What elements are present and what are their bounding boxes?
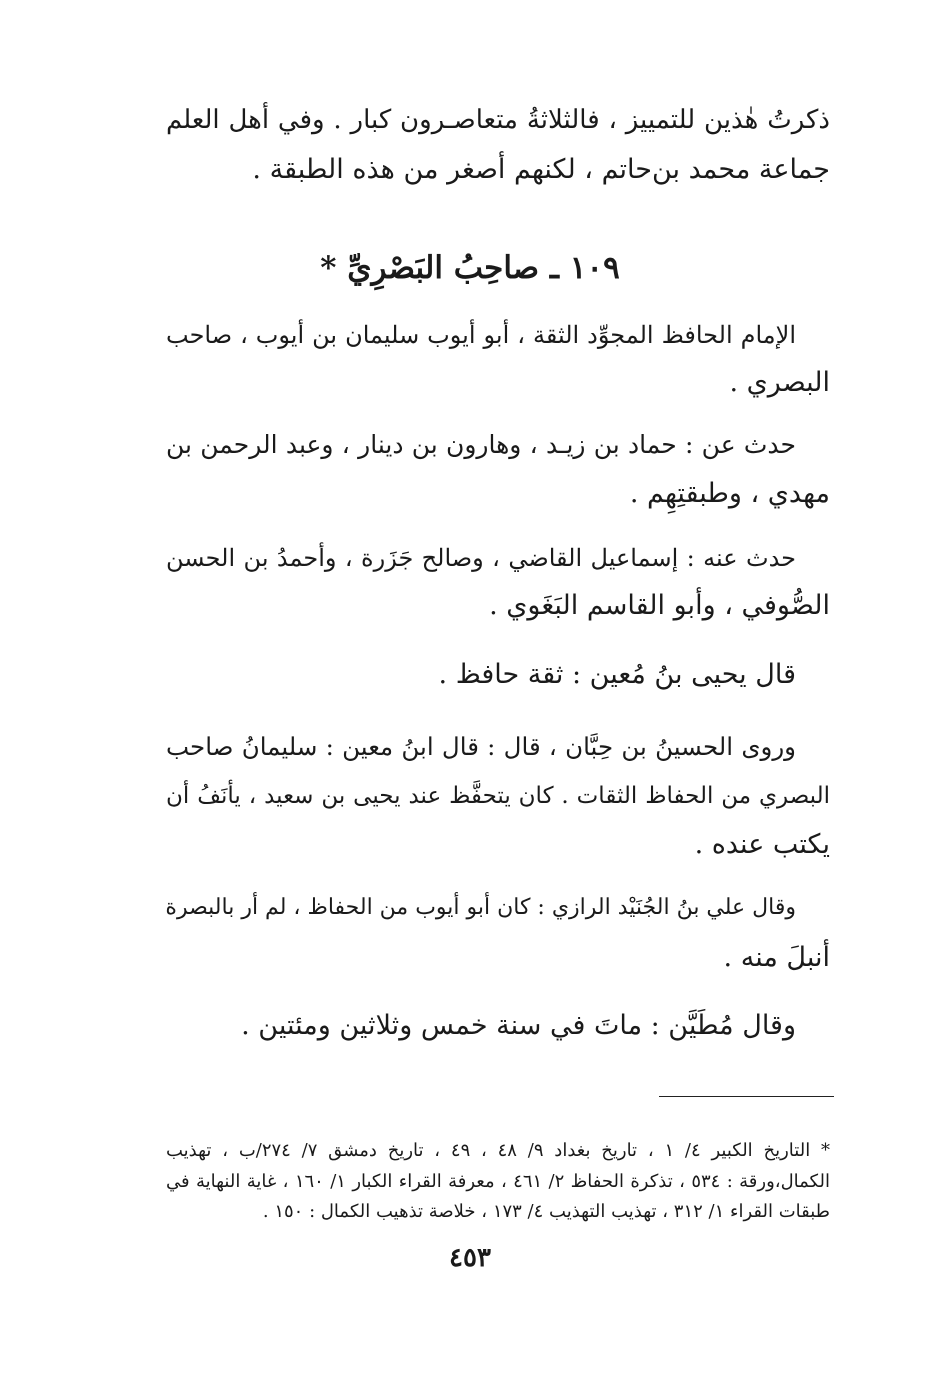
p5-line-3: يكتب عنده .: [694, 829, 830, 860]
p1-line-2: البصري .: [729, 367, 830, 398]
p5-line-2: البصري من الحفاظ الثقات . كان يتحفَّظ عند يحيى بن سعيد ، يأنَفُ أن: [166, 783, 830, 809]
p3-line-1: حدث عنه : إسماعيل القاضي ، وصالح جَزَرة ، وأحمدُ بن الحسن: [166, 544, 796, 572]
p6-line-1: وقال علي بنُ الجُنَيْد الرازي : كان أبو أيوب من الحفاظ ، لم أر بالبصرة: [165, 895, 796, 920]
entry-heading: ١٠٩ ـ صاحِبُ البَصْرِيِّ *: [320, 250, 620, 286]
footnote-line-1: * التاريخ الكبير ٤/ ١ ، تاريخ بغداد ٩/ ٤٨ ، ٤٩ ، تاريخ دمشق ٧/ ٢٧٤/ب ، تهذيب: [166, 1140, 830, 1161]
p7-line-1: وقال مُطَيَّن : ماتَ في سنة خمس وثلاثين ومئتين .: [241, 1010, 796, 1041]
p3-line-2: الصُّوفي ، وأبو القاسم البَغَوي .: [489, 590, 830, 621]
footnote-line-3: طبقات القراء ١/ ٣١٢ ، تهذيب التهذيب ٤/ ١٧٣ ، خلاصة تذهيب الكمال : ١٥٠ .: [262, 1201, 830, 1222]
p1-line-1: الإمام الحافظ المجوِّد الثقة ، أبو أيوب سليمان بن أيوب ، صاحب: [166, 321, 796, 349]
intro-line-1: ذكرتُ هٰذين للتمييز ، فالثلاثةُ متعاصـرون كبار . وفي أهل العلم: [166, 105, 830, 135]
intro-line-2: جماعة محمد بن‌حاتم ، لكنهم أصغر من هذه الطبقة .: [252, 154, 830, 185]
page-number: ٤٥٣: [449, 1243, 491, 1273]
p2-line-2: مهدي ، وطبقتِهِم .: [629, 478, 830, 509]
p5-line-1: وروى الحسينُ بن حِبَّان ، قال : قال ابنُ معين : سليمانُ صاحب: [166, 732, 796, 761]
p2-line-1: حدث عن : حماد بن زيـد ، وهارون بن دينار ، وعبد الرحمن بن: [166, 430, 796, 459]
p4-line-1: قال يحيى بنُ مُعين : ثقة حافظ .: [438, 659, 796, 690]
footnote-separator: [659, 1096, 834, 1097]
p6-line-2: أنبلَ منه .: [723, 942, 830, 973]
footnote-line-2: الكمال،ورقة : ٥٣٤ ، تذكرة الحفاظ ٢/ ٤٦١ ، معرفة القراء الكبار ١/ ١٦٠ ، غاية النهاية في: [166, 1171, 830, 1192]
